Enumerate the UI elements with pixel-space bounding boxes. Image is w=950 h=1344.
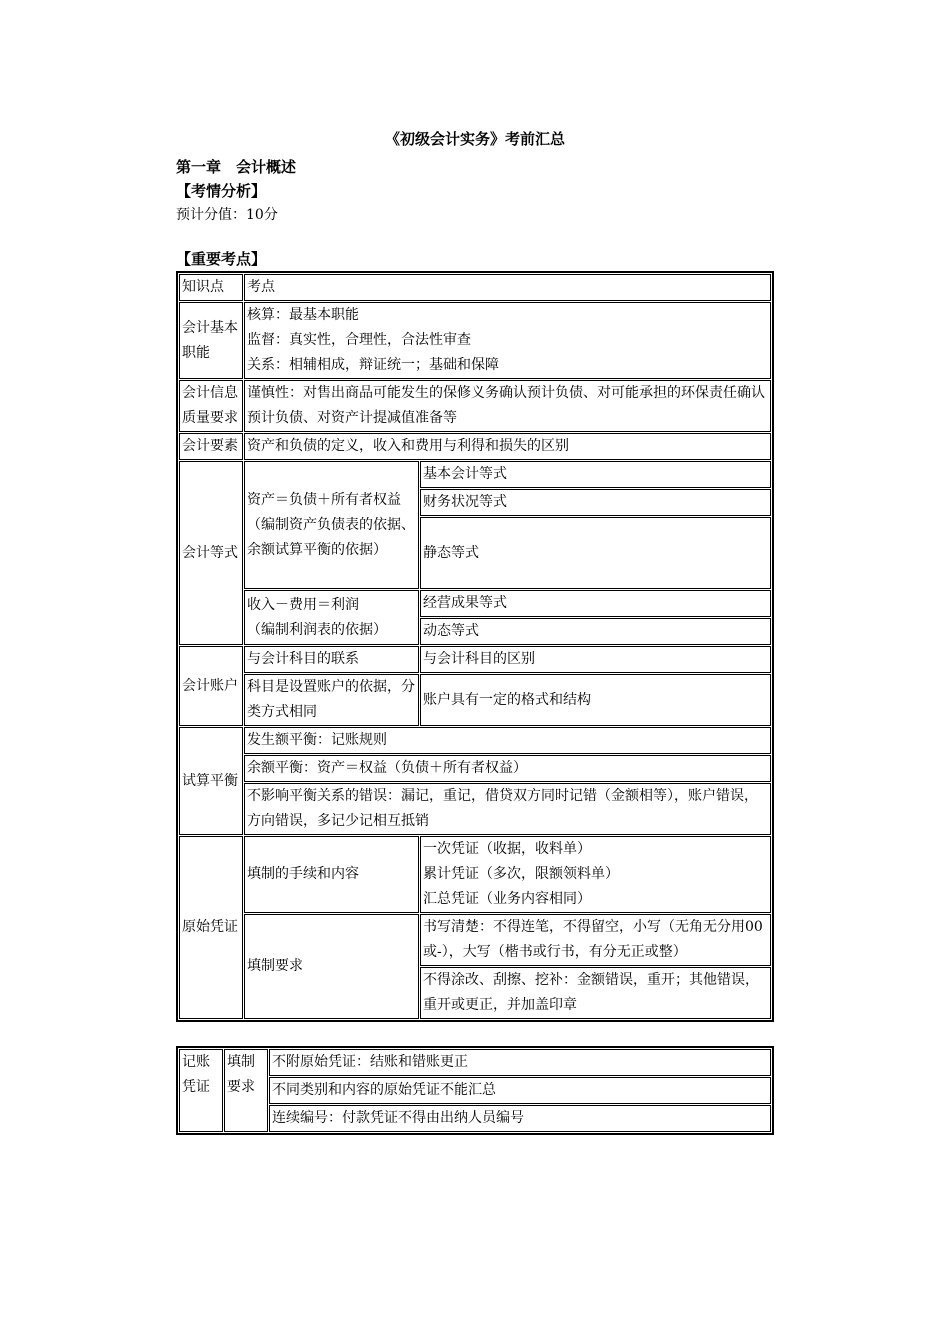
row-label: 原始凭证: [179, 836, 243, 1019]
equation-cell: [244, 590, 419, 645]
table-row: [179, 914, 771, 966]
row-label: 试算平衡: [179, 727, 243, 835]
row-label: 会计账户: [179, 646, 243, 726]
equation-name: 基本会计等式: [420, 461, 771, 488]
row-label: 会计等式: [179, 461, 243, 645]
content-line: 累计凭证（多次，限额领料单）: [423, 866, 619, 882]
row-label: 会计信息质量要求: [179, 380, 243, 432]
content-line: 不附原始凭证：结账和错账更正: [269, 1049, 771, 1076]
row-sub-label: 填制要求: [224, 1049, 268, 1132]
document-page: [176, 128, 774, 1135]
equation-text: 收入－费用＝利润: [247, 596, 359, 613]
content-line: 不同类别和内容的原始凭证不能汇总: [269, 1077, 771, 1104]
points-heading: 【重要考点】: [176, 250, 267, 268]
equation-note: （编制利润表的依据）: [247, 621, 387, 638]
content-line: 汇总凭证（业务内容相同）: [423, 891, 591, 907]
key-points-table: [176, 271, 774, 1022]
table-row: [179, 646, 771, 673]
chapter-heading: 第一章 会计概述: [176, 158, 297, 176]
content-line: 监督：真实性，合理性，合法性审查: [247, 332, 471, 348]
table-row: [179, 755, 771, 782]
voucher-sub-label: 填制要求: [244, 914, 419, 1019]
row-label: 会计要素: [179, 433, 243, 460]
balance-line: 不影响平衡关系的错误：漏记，重记，借贷双方同时记错（金额相等），账户错误，方向错误，多记少记相互抵销: [244, 783, 771, 835]
account-cell: 账户具有一定的格式和结构: [420, 674, 771, 726]
content-line: 关系：相辅相成，辩证统一；基础和保障: [247, 357, 499, 373]
row-content: 谨慎性：对售出商品可能发生的保修义务确认预计负债、对可能承担的环保责任确认预计负债、对资产计提减值准备等: [244, 380, 771, 432]
voucher-content: 不得涂改、刮擦、挖补：金额错误，重开；其他错误，重开或更正，并加盖印章: [420, 967, 771, 1019]
table-row: [179, 302, 771, 379]
table-row: [179, 590, 771, 617]
balance-line: 余额平衡：资产＝权益（负债＋所有者权益）: [244, 755, 771, 782]
equation-name: 动态等式: [420, 618, 771, 645]
score-line: 预计分值：10分: [176, 207, 278, 223]
equation-name: 静态等式: [420, 517, 771, 589]
balance-line: 发生额平衡：记账规则: [244, 727, 771, 754]
equation-name: 经营成果等式: [420, 590, 771, 617]
table-row: [179, 461, 771, 488]
table-row: [179, 836, 771, 913]
header-point: 考点: [244, 274, 771, 301]
table-row: [179, 380, 771, 432]
content-line: 连续编号：付款凭证不得由出纳人员编号: [269, 1105, 771, 1132]
voucher-sub-label: 填制的手续和内容: [244, 836, 419, 913]
row-label: 会计基本职能: [179, 302, 243, 379]
equation-cell: [244, 461, 419, 589]
row-content: [244, 302, 771, 379]
table-row: [179, 674, 771, 726]
table-row: [179, 1049, 771, 1076]
voucher-content: [420, 836, 771, 913]
equation-name: 财务状况等式: [420, 489, 771, 516]
header-knowledge: 知识点: [179, 274, 243, 301]
account-cell: 与会计科目的区别: [420, 646, 771, 673]
content-line: 核算：最基本职能: [247, 307, 359, 323]
row-content: 资产和负债的定义，收入和费用与利得和损失的区别: [244, 433, 771, 460]
table-header-row: [179, 274, 771, 301]
voucher-content: 书写清楚：不得连笔，不得留空，小写（无角无分用00或-），大写（楷书或行书，有分无正或整）: [420, 914, 771, 966]
content-line: 一次凭证（收据，收料单）: [423, 841, 591, 857]
account-cell: 与会计科目的联系: [244, 646, 419, 673]
account-cell: 科目是设置账户的依据，分类方式相同: [244, 674, 419, 726]
equation-text: 资产＝负债＋所有者权益: [247, 491, 401, 508]
table-row: [179, 783, 771, 835]
table-row: [179, 433, 771, 460]
bookkeeping-voucher-table: [176, 1046, 774, 1135]
equation-note: （编制资产负债表的依据、余额试算平衡的依据）: [247, 516, 415, 558]
table-row: [179, 727, 771, 754]
document-title: 《初级会计实务》考前汇总: [384, 130, 565, 148]
analysis-heading: 【考情分析】: [176, 182, 267, 200]
row-label: 记账凭证: [179, 1049, 223, 1132]
